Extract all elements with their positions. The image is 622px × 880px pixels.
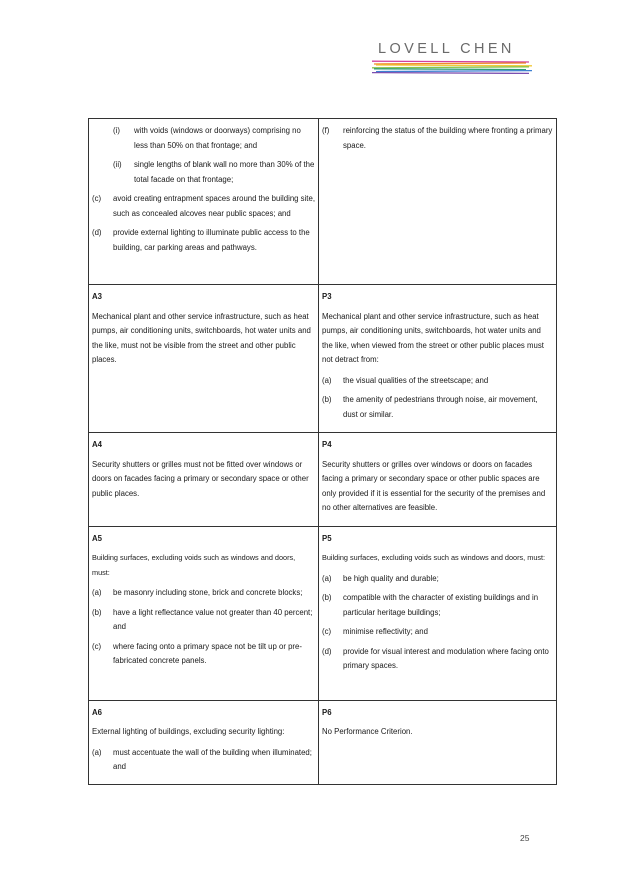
list-item — [322, 625, 553, 640]
list-text: where facing onto a primary space not be tilt up or pre-fabricated concrete panels. — [113, 641, 302, 665]
acceptable-solution-cell — [89, 433, 319, 527]
clause-label: A5 — [92, 533, 102, 543]
list-marker: (ii) — [113, 160, 122, 169]
table-row — [89, 433, 557, 527]
list-marker: (a) — [92, 588, 102, 597]
clause-label: P6 — [322, 707, 332, 717]
provisions-table — [88, 118, 557, 785]
logo-stripe — [372, 61, 529, 62]
list-item — [322, 124, 553, 153]
list-marker: (a) — [322, 375, 332, 385]
logo-stripe — [372, 73, 529, 74]
acceptable-solution-cell — [89, 119, 319, 285]
list-text: have a light reflectance value not greater than 40 percent; and — [113, 607, 313, 631]
performance-criteria-cell — [319, 526, 557, 700]
list-marker: (d) — [92, 228, 102, 237]
clause-text: Security shutters or grilles must not be fitted over windows or doors on facades facing a primary or secondary space or other public places. — [92, 459, 309, 498]
logo-stripe — [374, 69, 526, 70]
logo-stripe — [372, 67, 529, 68]
list-text: be high quality and durable; — [343, 573, 439, 583]
clause-text: No Performance Criterion. — [322, 727, 413, 736]
company-logo-text: LOVELL CHEN — [378, 41, 515, 57]
table-row — [89, 285, 557, 433]
list-text: be masonry including stone, brick and concrete blocks; — [113, 588, 303, 597]
list-text: the amenity of pedestrians through noise, air movement, dust or similar. — [343, 395, 538, 419]
list-marker: (c) — [92, 641, 102, 651]
list-item — [322, 645, 553, 674]
list-item — [92, 586, 315, 601]
list-item — [322, 572, 553, 587]
list-text: must accentuate the wall of the building when illuminated; and — [113, 747, 312, 771]
list-item — [92, 746, 315, 775]
table-row — [89, 526, 557, 700]
list-item — [92, 192, 315, 221]
list-item — [92, 606, 315, 635]
list-marker: (c) — [92, 194, 102, 203]
acceptable-solution-cell — [89, 526, 319, 700]
logo-stripe — [376, 65, 532, 66]
page-number: 25 — [520, 833, 530, 843]
list-item — [92, 226, 315, 255]
list-marker: (i) — [113, 126, 120, 135]
list-marker: (a) — [92, 747, 102, 757]
list-item — [322, 591, 553, 620]
clause-text: Building surfaces, excluding voids such as windows and doors, must: — [92, 553, 296, 577]
list-item — [322, 393, 553, 422]
performance-criteria-cell — [319, 700, 557, 784]
list-text: the visual qualities of the streetscape; and — [343, 375, 489, 385]
list-marker: (b) — [322, 395, 332, 404]
clause-label: A3 — [92, 292, 102, 301]
clause-text: External lighting of buildings, excluding security lighting: — [92, 727, 285, 736]
list-marker: (c) — [322, 627, 332, 636]
clause-text: Mechanical plant and other service infrastructure, such as heat pumps, air conditioning units, switchboards, hot water units and the like, when viewed from the street or other public places must not detract from: — [322, 311, 544, 364]
logo-stripe — [376, 71, 532, 72]
list-marker: (a) — [322, 573, 332, 583]
clause-text: Mechanical plant and other service infrastructure, such as heat pumps, air conditioning units, switchboards, hot water units and the like, must not be visible from the street and other public places. — [92, 311, 311, 364]
list-text: minimise reflectivity; and — [343, 627, 428, 636]
list-text: avoid creating entrapment spaces around the building site, such as concealed alcoves near public spaces; and — [113, 194, 315, 218]
performance-criteria-cell — [319, 433, 557, 527]
clause-label: P4 — [322, 440, 332, 449]
list-marker: (b) — [322, 593, 332, 602]
logo-stripes — [368, 60, 536, 76]
list-item — [113, 158, 315, 187]
list-text: with voids (windows or doorways) comprising no less than 50% on that frontage; and — [134, 126, 301, 150]
clause-text: Building surfaces, excluding voids such as windows and doors, must: — [322, 553, 546, 562]
performance-criteria-cell — [319, 119, 557, 285]
clause-label: A6 — [92, 707, 102, 717]
clause-label: A4 — [92, 440, 102, 449]
list-text: reinforcing the status of the building where fronting a primary space. — [343, 126, 553, 150]
clause-label: P3 — [322, 292, 332, 301]
list-marker: (b) — [92, 607, 102, 617]
table-row — [89, 119, 557, 285]
list-item — [322, 374, 553, 389]
logo-stripe — [374, 63, 526, 64]
list-text: provide for visual interest and modulation where facing onto primary spaces. — [343, 646, 549, 670]
clause-label: P5 — [322, 533, 332, 543]
list-text: provide external lighting to illuminate public access to the building, car parking areas and pathways. — [113, 228, 310, 252]
acceptable-solution-cell — [89, 285, 319, 433]
list-marker: (f) — [322, 126, 330, 135]
list-item — [113, 124, 315, 153]
list-text: compatible with the character of existing buildings and in particular heritage buildings; — [343, 593, 539, 617]
list-text: single lengths of blank wall no more than 30% of the total facade on that frontage; — [134, 160, 315, 184]
clause-text: Security shutters or grilles over windows or doors on facades facing a primary or secondary space or other public spaces are only provided if it is essential for the security of the premises and no other alternatives are feasible. — [322, 459, 546, 512]
acceptable-solution-cell — [89, 700, 319, 784]
performance-criteria-cell — [319, 285, 557, 433]
list-item — [92, 640, 315, 669]
list-marker: (d) — [322, 646, 332, 656]
table-row — [89, 700, 557, 784]
